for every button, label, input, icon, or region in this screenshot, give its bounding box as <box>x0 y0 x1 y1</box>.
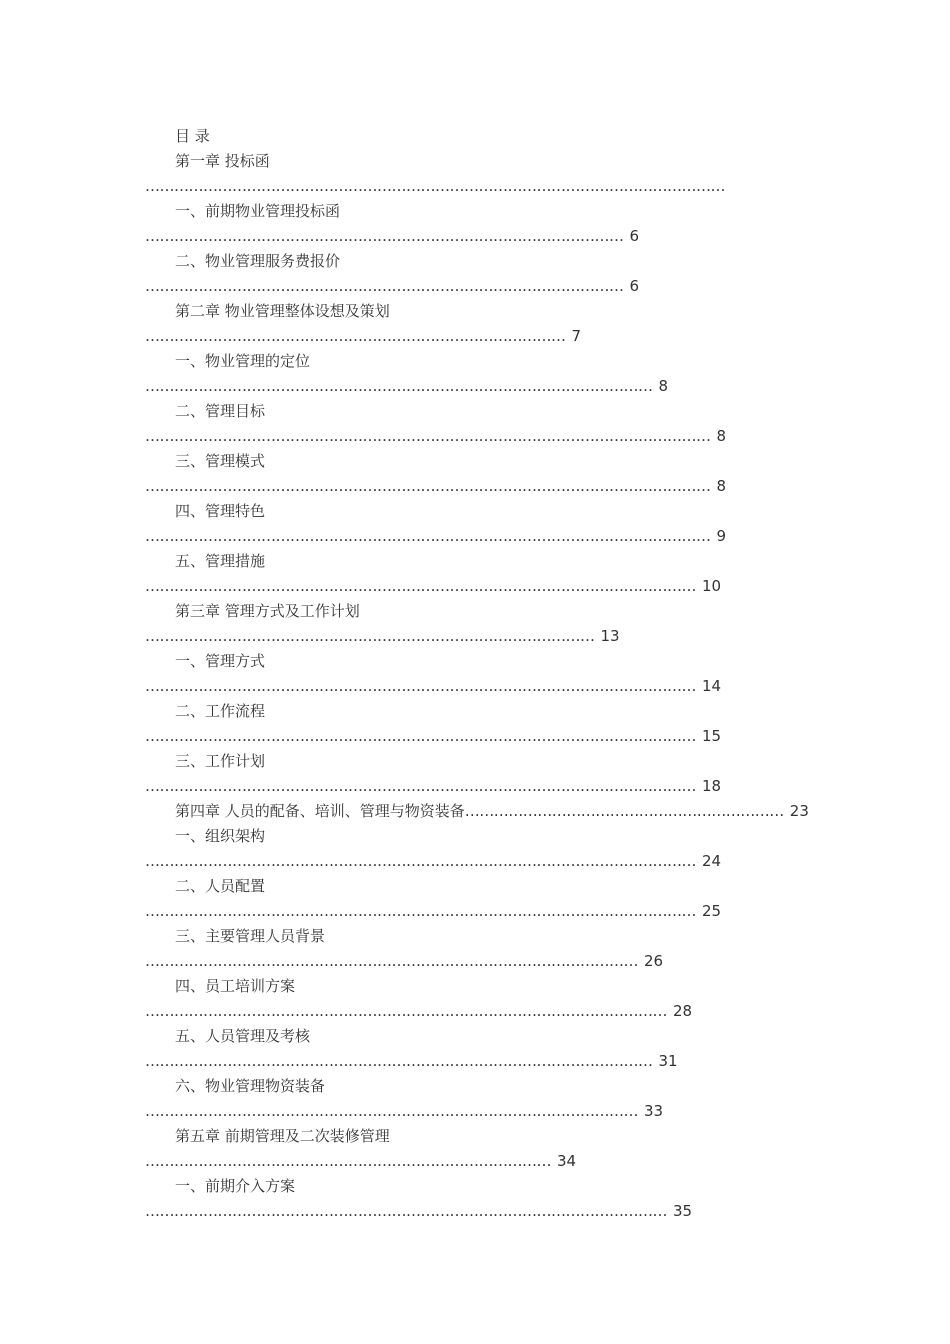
toc-entry-leader-dots: …………………………………………………………………………………………… <box>145 1052 653 1070</box>
toc-entry-leader-line <box>145 899 950 924</box>
toc-entry-leader-line <box>145 524 950 549</box>
toc-entry-leader-dots: ……………………………………………………………………………………………… <box>145 1002 667 1020</box>
toc-entry <box>0 349 950 399</box>
toc-entry-page-number: 23 <box>789 802 809 820</box>
toc-entry-leader-line <box>145 724 950 749</box>
toc-entry-leader-dots: …………………………………………………………………………… <box>145 327 566 345</box>
toc-entry-page-number: 10 <box>702 577 722 595</box>
toc-entry-leader-dots: …………………………………………………………………………………………………… <box>145 577 696 595</box>
toc-entry-title: 二、物业管理服务费报价 <box>175 252 341 270</box>
toc-entry-leader-dots: ………………………………………………………………………………………… <box>145 952 638 970</box>
toc-entry-title: 二、工作流程 <box>175 702 266 720</box>
toc-entry-leader-line <box>145 424 950 449</box>
toc-entry-title: 一、前期物业管理投标函 <box>175 202 341 220</box>
toc-entry-page-number: 26 <box>644 952 664 970</box>
toc-entry-title: 二、管理目标 <box>175 402 266 420</box>
toc-entry-leader-line <box>145 324 950 349</box>
toc-entry <box>0 1124 950 1174</box>
toc-entry-leader-dots: ……………………………………………………………………………………………… <box>145 1202 667 1220</box>
toc-entry-leader-line <box>145 574 950 599</box>
toc-entry-leader-line <box>145 1099 950 1124</box>
toc-entry-title: 第五章 前期管理及二次装修管理 <box>175 1127 390 1145</box>
toc-entry-page-number: 7 <box>571 327 582 345</box>
toc-entry-title: 三、工作计划 <box>175 752 266 770</box>
toc-entry-leader-line <box>145 849 950 874</box>
toc-entry-title: 三、主要管理人员背景 <box>175 927 326 945</box>
toc-entry-title: 一、组织架构 <box>175 827 266 845</box>
toc-entry-page-number: 25 <box>702 902 722 920</box>
toc-entry-page-number: 35 <box>673 1202 693 1220</box>
toc-entry-page-number: 33 <box>644 1102 664 1120</box>
toc-entry-page-number: 18 <box>702 777 722 795</box>
toc-entry-leader-dots: ……………………………………………………………………………………………………… <box>145 527 711 545</box>
toc-entry-leader-dots: ………………………………………………………………………………………… <box>145 1102 638 1120</box>
toc-entry-page-number: 14 <box>702 677 722 695</box>
toc-entry-page-number: 8 <box>716 427 727 445</box>
toc-entry-leader-dots: …………………………………………………………………………………………………… <box>145 902 696 920</box>
toc-entry-leader-line <box>145 1199 950 1224</box>
toc-entry-page-number: 31 <box>658 1052 678 1070</box>
toc-entry-page-number: 28 <box>673 1002 693 1020</box>
toc-entry <box>0 699 950 749</box>
toc-entry-leader-dots: ………………………………………………………… <box>464 802 784 820</box>
toc-entry <box>0 924 950 974</box>
toc-entry-leader-line <box>145 999 950 1024</box>
toc-entry <box>0 649 950 699</box>
toc-entry-title: 一、物业管理的定位 <box>175 352 311 370</box>
toc-entry-page-number: 13 <box>600 627 620 645</box>
toc-entry <box>0 1074 950 1124</box>
toc-entry <box>0 824 950 874</box>
toc-entry-title: 一、管理方式 <box>175 652 266 670</box>
toc-entries-group-1 <box>0 149 950 799</box>
toc-entry <box>0 399 950 449</box>
toc-entry <box>0 549 950 599</box>
toc-entry-title: 第一章 投标函 <box>175 152 270 170</box>
toc-entry <box>0 974 950 1024</box>
toc-entry-leader-dots: …………………………………………………………………………………………………… <box>145 727 696 745</box>
toc-entry-page-number: 24 <box>702 852 722 870</box>
toc-entry <box>0 1174 950 1224</box>
toc-entry-leader-line <box>145 949 950 974</box>
toc-entry <box>0 449 950 499</box>
toc-entry <box>0 299 950 349</box>
toc-entry-page-number: 8 <box>716 477 727 495</box>
toc-entry <box>0 874 950 924</box>
toc-entry-leader-dots: …………………………………………………………………………………………… <box>145 377 653 395</box>
toc-entry-leader-dots: ……………………………………………………………………………………………………… <box>145 477 711 495</box>
toc-entry-leader-dots: ……………………………………………………………………………………… <box>145 277 624 295</box>
toc-entry-title: 第四章 人员的配备、培训、管理与物资装备 <box>175 802 465 820</box>
toc-entry-page-number: 15 <box>702 727 722 745</box>
toc-entry-leader-line <box>145 1049 950 1074</box>
toc-entry-inline <box>175 799 950 824</box>
toc-entry-leader-line <box>145 674 950 699</box>
toc-entry-title: 四、员工培训方案 <box>175 977 296 995</box>
toc-entry-title: 四、管理特色 <box>175 502 266 520</box>
toc-entry <box>0 599 950 649</box>
toc-entry-leader-line <box>145 374 950 399</box>
toc-entry-leader-dots: …………………………………………………………………………………………………… <box>145 852 696 870</box>
toc-entry-title: 三、管理模式 <box>175 452 266 470</box>
toc-entry-title: 第三章 管理方式及工作计划 <box>175 602 360 620</box>
toc-entry-leader-line <box>145 274 950 299</box>
toc-entry-title: 五、人员管理及考核 <box>175 1027 311 1045</box>
toc-entry <box>0 499 950 549</box>
toc-entry-leader-dots: ……………………………………………………………………………………………………… <box>145 427 711 445</box>
toc-entry-leader-line <box>145 224 950 249</box>
toc-entry-leader-dots: …………………………………………………………………………………………………… <box>145 777 696 795</box>
toc-entry-page-number: 8 <box>658 377 669 395</box>
toc-entry-page-number: 6 <box>629 277 640 295</box>
toc-entry <box>0 749 950 799</box>
toc-entry-leader-dots: …………………………………………………………………………………………………… <box>145 677 696 695</box>
toc-entry-title: 五、管理措施 <box>175 552 266 570</box>
toc-entry <box>0 149 950 199</box>
toc-entry-leader-line <box>145 774 950 799</box>
toc-entry-page-number: 6 <box>629 227 640 245</box>
toc-entry-leader-line <box>145 1149 950 1174</box>
toc-entry-title: 第二章 物业管理整体设想及策划 <box>175 302 390 320</box>
toc-entry-leader-line <box>145 174 950 199</box>
toc-entry-leader-dots: ………………………………………………………………………………………………………… <box>145 177 725 195</box>
toc-entry <box>0 249 950 299</box>
toc-title: 目 录 <box>175 127 210 145</box>
toc-entry <box>0 199 950 249</box>
toc-entry-title: 六、物业管理物资装备 <box>175 1077 326 1095</box>
toc-entries-group-2 <box>0 824 950 1224</box>
toc-entry-title: 一、前期介入方案 <box>175 1177 296 1195</box>
table-of-contents <box>0 124 950 1224</box>
toc-entry-leader-line <box>145 474 950 499</box>
toc-entry-leader-line <box>145 624 950 649</box>
toc-entry-leader-dots: ………………………………………………………………………………… <box>145 627 595 645</box>
toc-entry-page-number: 9 <box>716 527 727 545</box>
toc-entry-leader-dots: ………………………………………………………………………… <box>145 1152 551 1170</box>
toc-entry-title: 二、人员配置 <box>175 877 266 895</box>
toc-entry <box>0 1024 950 1074</box>
toc-entry-leader-dots: ……………………………………………………………………………………… <box>145 227 624 245</box>
toc-entry-page-number: 34 <box>557 1152 577 1170</box>
